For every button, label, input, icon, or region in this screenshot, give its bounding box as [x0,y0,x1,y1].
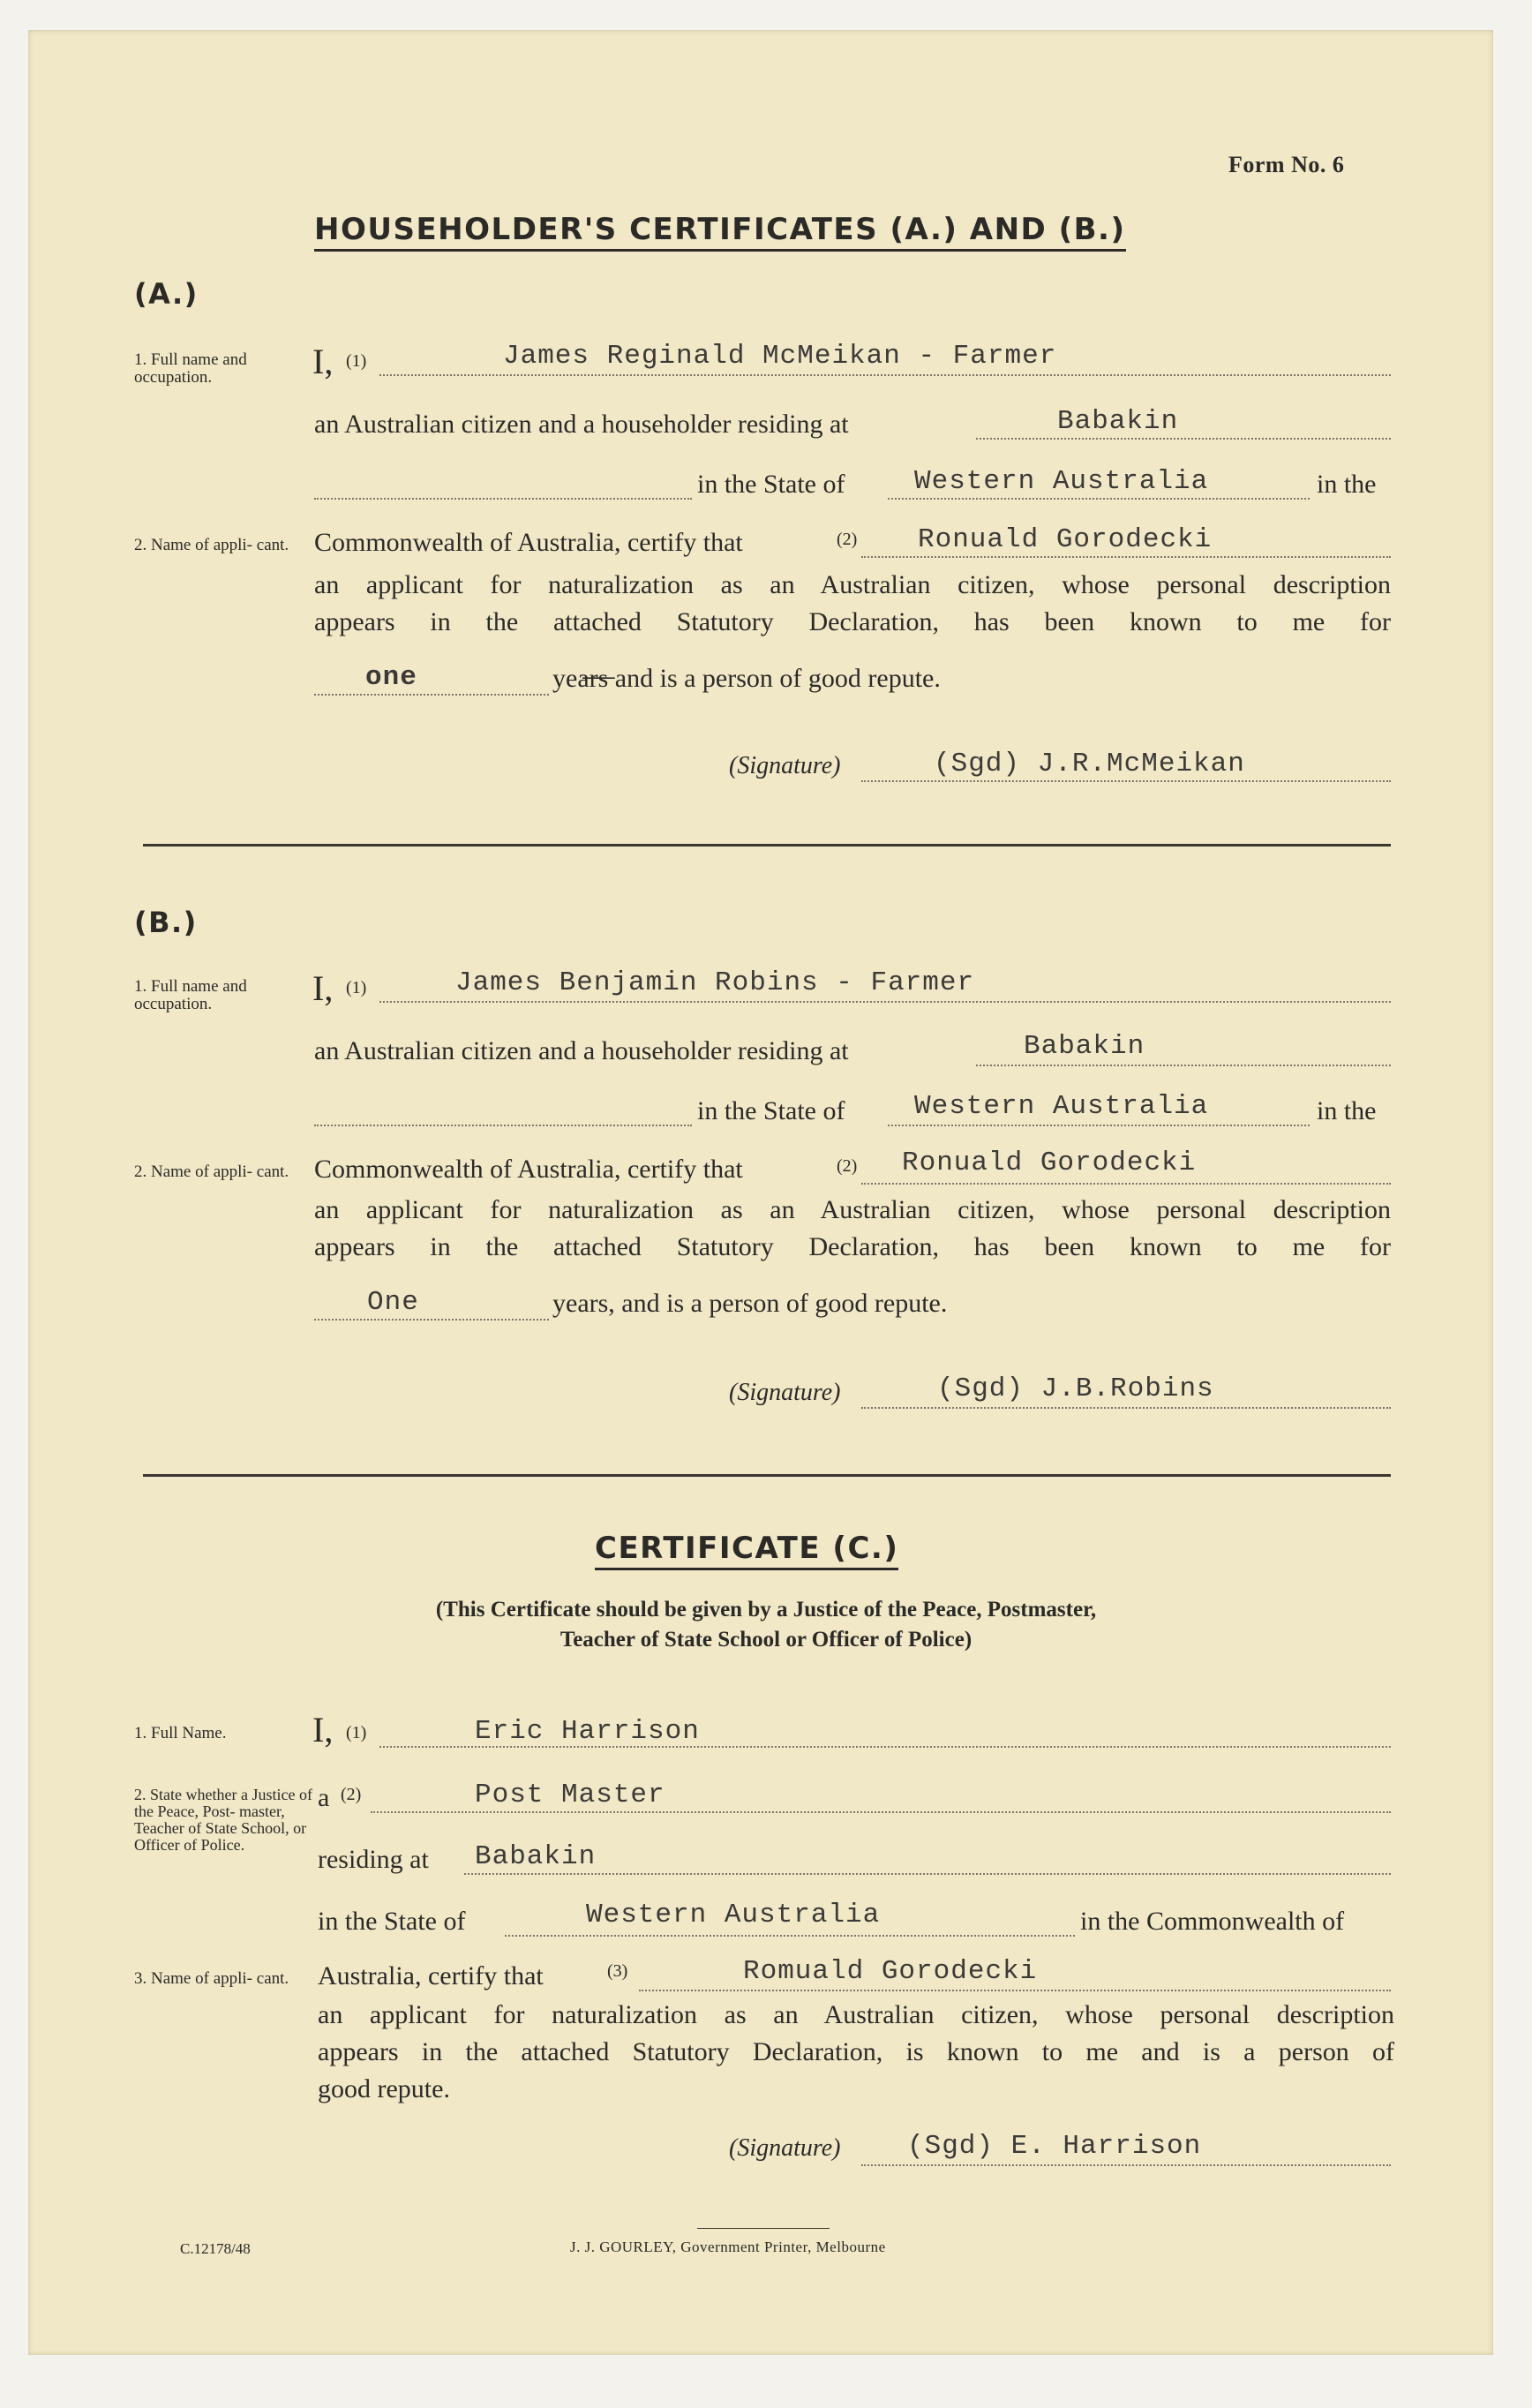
cert-b-margin-note-1: 1. Full name and occupation. [134,977,247,1013]
cert-a-heading: (A.) [134,277,199,311]
cert-c-residence-line [464,1873,1391,1875]
cert-c-signature-line [861,2164,1391,2166]
cert-a-state-line [888,498,1310,500]
cert-b-state-line [888,1125,1310,1126]
cert-b-residence[interactable]: Babakin [1024,1031,1145,1062]
cert-c-pronoun: I, [312,1710,334,1750]
cert-c-margin-note-2: 2. State whether a Justice of the Peace, Post- master, Teacher of State School, or Officer of Police. [134,1786,312,1854]
form-number: Form No. 6 [1228,152,1345,177]
cert-c-state-suffix: in the Commonwealth of [1080,1907,1345,1936]
section-divider-a [143,844,1391,847]
cert-a-pronoun: I, [312,342,334,381]
cert-b-citizen-text: an Australian citizen and a householder residing at [314,1036,849,1065]
cert-b-name-line [379,1001,1391,1003]
cert-a-ref-2: (2) [837,530,858,549]
footer-code: C.12178/48 [180,2240,251,2257]
cert-a-body-line-1: an applicant for naturalization as an Australian citizen, whose personal description [314,570,1391,599]
cert-c-ref-1: (1) [346,1723,367,1742]
cert-c-margin-note-3: 3. Name of appli- cant. [134,1969,289,1988]
footer-rule [697,2228,830,2229]
cert-a-residence-line [976,438,1391,440]
cert-c-margin-note-1: 1. Full Name. [134,1724,227,1742]
cert-c-note-line-1: (This Certificate should be given by a Justice of the Peace, Postmaster, [435,1598,1097,1622]
cert-c-body-line-1: an applicant for naturalization as an Australian citizen, whose personal description [318,2000,1394,2029]
cert-b-margin-note-2: 2. Name of appli- cant. [134,1163,289,1181]
cert-c-applicant-line [639,1990,1391,1991]
cert-a-state-suffix: in the [1317,470,1377,499]
cert-c-ref-2: (2) [341,1785,362,1804]
cert-c-australia: Australia, certify that [318,1961,544,1990]
cert-a-state-prefix: in the State of [697,470,845,499]
cert-b-heading: (B.) [134,906,198,939]
cert-b-signature-label: (Signature) [729,1379,841,1406]
cert-a-name-line [379,374,1391,376]
cert-a-margin-note-2: 2. Name of appli- cant. [134,536,289,554]
cert-c-applicant[interactable]: Romuald Gorodecki [743,1956,1038,1987]
cert-b-years-value[interactable]: One [367,1287,419,1318]
cert-a-state[interactable]: Western Australia [914,466,1209,497]
cert-b-body-line-1: an applicant for naturalization as an Australian citizen, whose personal description [314,1195,1391,1224]
cert-a-margin-note-1: 1. Full name and occupation. [134,350,247,387]
cert-a-signature[interactable]: (Sgd) J.R.McMeikan [934,749,1245,779]
cert-a-applicant-line [861,556,1391,558]
cert-c-full-name[interactable]: Eric Harrison [475,1716,700,1747]
cert-c-body-line-2: appears in the attached Statutory Declaration, is known to me and is a person of [318,2037,1394,2066]
cert-a-years-value[interactable]: one [365,662,417,693]
cert-c-body-line-3: good repute. [318,2074,450,2103]
footer-printer: J. J. GOURLEY, Government Printer, Melbourne [570,2239,886,2255]
cert-a-body-line-2: appears in the attached Statutory Declaration, has been known to me for [314,607,1391,636]
cert-b-ref-2: (2) [837,1156,858,1176]
cert-c-state-line [505,1935,1075,1937]
page-title: HOUSEHOLDER'S CERTIFICATES (A.) AND (B.) [314,212,1126,252]
cert-a-residence[interactable]: Babakin [1057,406,1179,437]
cert-b-state-prefix: in the State of [697,1096,845,1125]
cert-b-commonwealth: Commonwealth of Australia, certify that [314,1155,743,1184]
cert-a-citizen-text: an Australian citizen and a householder residing at [314,410,849,439]
cert-c-signature[interactable]: (Sgd) E. Harrison [907,2131,1202,2162]
cert-c-residence[interactable]: Babakin [475,1841,597,1872]
cert-b-state-suffix: in the [1317,1096,1377,1125]
cert-b-ref-1: (1) [346,978,367,997]
cert-b-body-line-2: appears in the attached Statutory Declaration, has been known to me for [314,1232,1391,1261]
cert-a-ref-1: (1) [346,351,367,371]
cert-a-applicant[interactable]: Ronuald Gorodecki [918,524,1213,555]
section-divider-b [143,1474,1391,1477]
cert-c-state[interactable]: Western Australia [586,1900,881,1930]
cert-c-note-line-2: Teacher of State School or Officer of Police) [559,1628,973,1652]
cert-b-state[interactable]: Western Australia [914,1091,1209,1122]
cert-a-name-occupation[interactable]: James Reginald McMeikan - Farmer [503,341,1057,372]
cert-b-years-text: years, and is a person of good repute. [552,1289,948,1318]
cert-b-name-occupation[interactable]: James Benjamin Robins - Farmer [455,967,975,998]
cert-b-years-line [314,1319,549,1321]
cert-a-signature-label: (Signature) [729,752,841,779]
cert-b-pronoun: I, [312,968,334,1008]
cert-a-blank-line [314,498,692,500]
cert-a-signature-line [861,780,1391,782]
cert-b-applicant[interactable]: Ronuald Gorodecki [902,1148,1197,1178]
cert-c-residing-text: residing at [318,1845,429,1874]
cert-c-ref-3: (3) [607,1961,628,1981]
cert-c-heading: CERTIFICATE (C.) [595,1531,898,1570]
cert-b-signature[interactable]: (Sgd) J.B.Robins [937,1373,1214,1404]
cert-c-capacity[interactable]: Post Master [475,1780,665,1810]
cert-c-capacity-line [371,1811,1391,1813]
cert-a-years-text: yea̶r̶s̶ and is a person of good repute. [552,664,941,693]
cert-b-residence-line [976,1065,1391,1066]
cert-a-years-line [314,694,549,696]
cert-c-state-prefix: in the State of [318,1907,466,1936]
cert-b-blank-line [314,1125,692,1126]
cert-b-signature-line [861,1407,1391,1409]
cert-b-applicant-line [861,1183,1391,1185]
cert-c-signature-label: (Signature) [729,2134,841,2162]
cert-c-a-word: a [318,1783,330,1812]
cert-a-commonwealth: Commonwealth of Australia, certify that [314,528,743,557]
